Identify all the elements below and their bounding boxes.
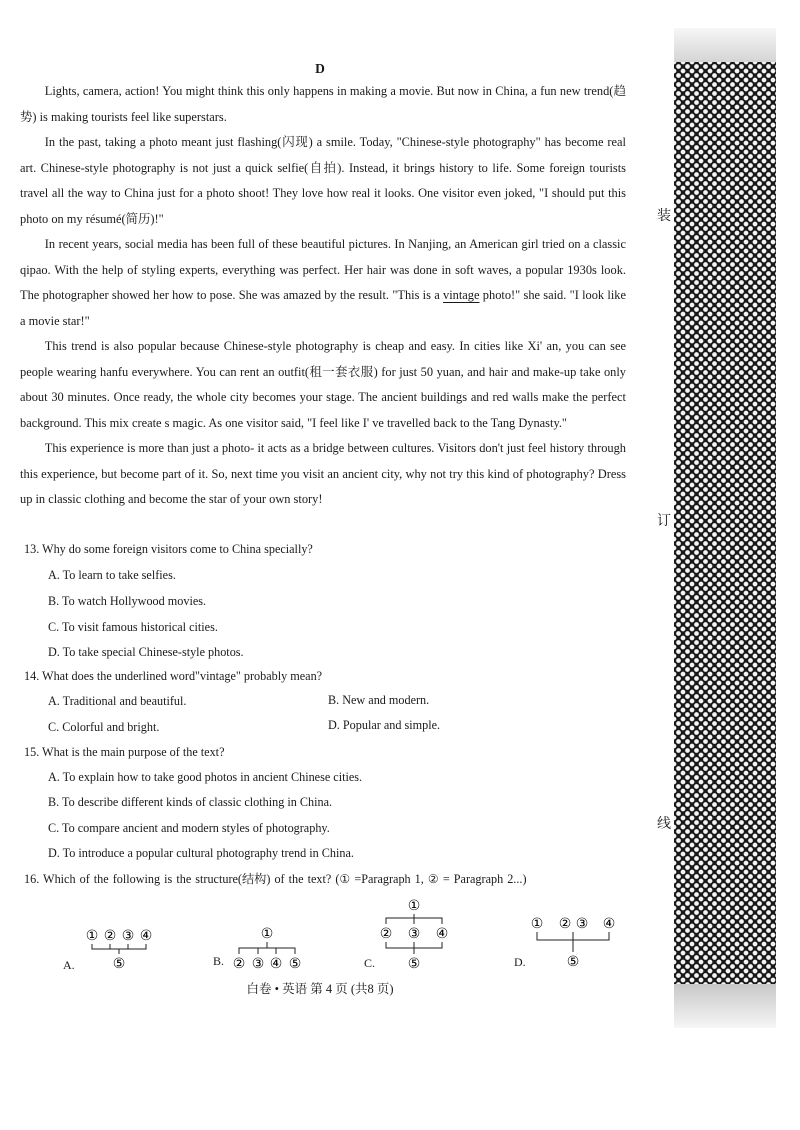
circle-3: ③ [407, 926, 421, 942]
paragraph-2-text: In the past, taking a photo meant just flashing(闪现) a smile. Today, "Chinese-style photography" has become real art. Chinese-style photography is not just a quick selfie(自拍). Instead, it brings history to life. Some foreign tourists travel all the way to China just for a photo shoot! They love how real it looks. One visitor even joked, "I should put this photo on my résumé(简历)!" [20, 135, 626, 226]
paragraph-1 [20, 79, 626, 130]
q15-option-d[interactable]: D. To introduce a popular cultural photography trend in China. [48, 846, 354, 860]
circle-5: ⑤ [288, 956, 302, 972]
paragraph-3 [20, 232, 626, 334]
diagram-label-c: C. [364, 956, 376, 970]
circle-4: ④ [269, 956, 283, 972]
structure-diagram-c[interactable] [376, 896, 452, 970]
page-footer: 白卷 • 英语 第 4 页 (共8 页) [246, 982, 394, 996]
reading-passage [20, 79, 626, 513]
circle-2: ② [379, 926, 393, 942]
paragraph-5-text: This experience is more than just a photo- it acts as a bridge between cultures. Visitors don't just feel history through this experience, but become part of it. So, next time you visit an ancient city, why not try this kind of photography? Dress up in classic clothing and become the star of your own story! [20, 441, 626, 506]
circle-3: ③ [251, 956, 265, 972]
circle-2: ② [232, 956, 246, 972]
paragraph-3-text-end: photo!" she said. "I look like a movie star!" [20, 288, 626, 328]
diagram-label-b: B. [213, 954, 225, 968]
q13-option-d[interactable]: D. To take special Chinese-style photos. [48, 645, 244, 659]
circle-1: ① [260, 926, 274, 942]
underlined-word-vintage: vintage [443, 288, 480, 302]
binding-label-ding: 订 [657, 513, 671, 529]
circle-3: ③ [121, 928, 135, 944]
circle-2: ② [558, 916, 572, 932]
paragraph-5 [20, 436, 626, 513]
question-16-stem: 16. Which of the following is the structure(结构) of the text? (① =Paragraph 1, ② = Paragraph 2...) [24, 872, 527, 886]
q15-option-c[interactable]: C. To compare ancient and modern styles of photography. [48, 821, 330, 835]
q14-option-c[interactable]: C. Colorful and bright. [48, 720, 160, 734]
binding-label-xian: 线 [657, 816, 671, 832]
diagram-label-a: A. [63, 958, 75, 972]
q13-option-b[interactable]: B. To watch Hollywood movies. [48, 594, 207, 608]
structure-diagram-d[interactable] [530, 896, 616, 970]
circle-4: ④ [602, 916, 616, 932]
q15-option-a[interactable]: A. To explain how to take good photos in ancient Chinese cities. [48, 770, 363, 784]
binding-seal-pattern [674, 62, 776, 984]
structure-diagram-a[interactable] [82, 896, 158, 970]
connector-lines-bottom [386, 942, 442, 954]
connector-lines-top [386, 914, 442, 924]
circle-5: ⑤ [566, 954, 580, 970]
paragraph-1-text: Lights, camera, action! You might think this only happens in making a movie. But now in China, a fun new trend(趋势) is making tourists feel like superstars. [20, 84, 626, 124]
binding-label-zhuang: 装 [657, 208, 671, 224]
paragraph-3-text-start: In recent years, social media has been full of these beautiful pictures. In Nanjing, an American girl tried on a classic qipao. With the help of styling experts, everything was perfect. Her hair was done in soft waves, a popular 1930s look. The photographer showed her how to pose. She was amazed by the result. "This is a [20, 237, 626, 302]
binding-strip-bottom [674, 984, 776, 1028]
circle-5: ⑤ [112, 956, 126, 972]
connector-lines [239, 942, 295, 954]
paragraph-2 [20, 130, 626, 232]
structure-diagram-b[interactable] [229, 896, 305, 970]
circle-1: ① [407, 898, 421, 914]
circle-3: ③ [575, 916, 589, 932]
diagram-label-d: D. [514, 955, 526, 969]
connector-lines [92, 944, 146, 954]
circle-4: ④ [139, 928, 153, 944]
paragraph-4-text: This trend is also popular because Chinese-style photography is cheap and easy. In cities like Xi' an, you can see people wearing hanfu everywhere. You can rent an outfit(租一套衣服) for just 50 yuan, and hair and make-up take only about 30 minutes. Once ready, the whole city becomes your stage. The ancient buildings and red walls make the perfect background. This mix create s magic. As one visitor said, "I feel like I' ve travelled back to the Tang Dynasty." [20, 339, 626, 430]
q13-option-a[interactable]: A. To learn to take selfies. [48, 568, 176, 582]
connector-lines [537, 932, 609, 952]
circle-5: ⑤ [407, 956, 421, 972]
circle-1: ① [85, 928, 99, 944]
q13-option-c[interactable]: C. To visit famous historical cities. [48, 620, 218, 634]
q14-option-d[interactable]: D. Popular and simple. [328, 718, 441, 732]
question-13-stem: 13. Why do some foreign visitors come to China specially? [24, 542, 313, 556]
question-14-stem: 14. What does the underlined word"vintage" probably mean? [24, 669, 323, 683]
circle-4: ④ [435, 926, 449, 942]
paragraph-4 [20, 334, 626, 436]
circle-2: ② [103, 928, 117, 944]
q15-option-b[interactable]: B. To describe different kinds of classic clothing in China. [48, 795, 333, 809]
q14-option-b[interactable]: B. New and modern. [328, 693, 430, 707]
circle-1: ① [530, 916, 544, 932]
section-title: D [315, 61, 325, 76]
q14-option-a[interactable]: A. Traditional and beautiful. [48, 694, 187, 708]
question-15-stem: 15. What is the main purpose of the text? [24, 745, 225, 759]
binding-strip-top [674, 28, 776, 62]
